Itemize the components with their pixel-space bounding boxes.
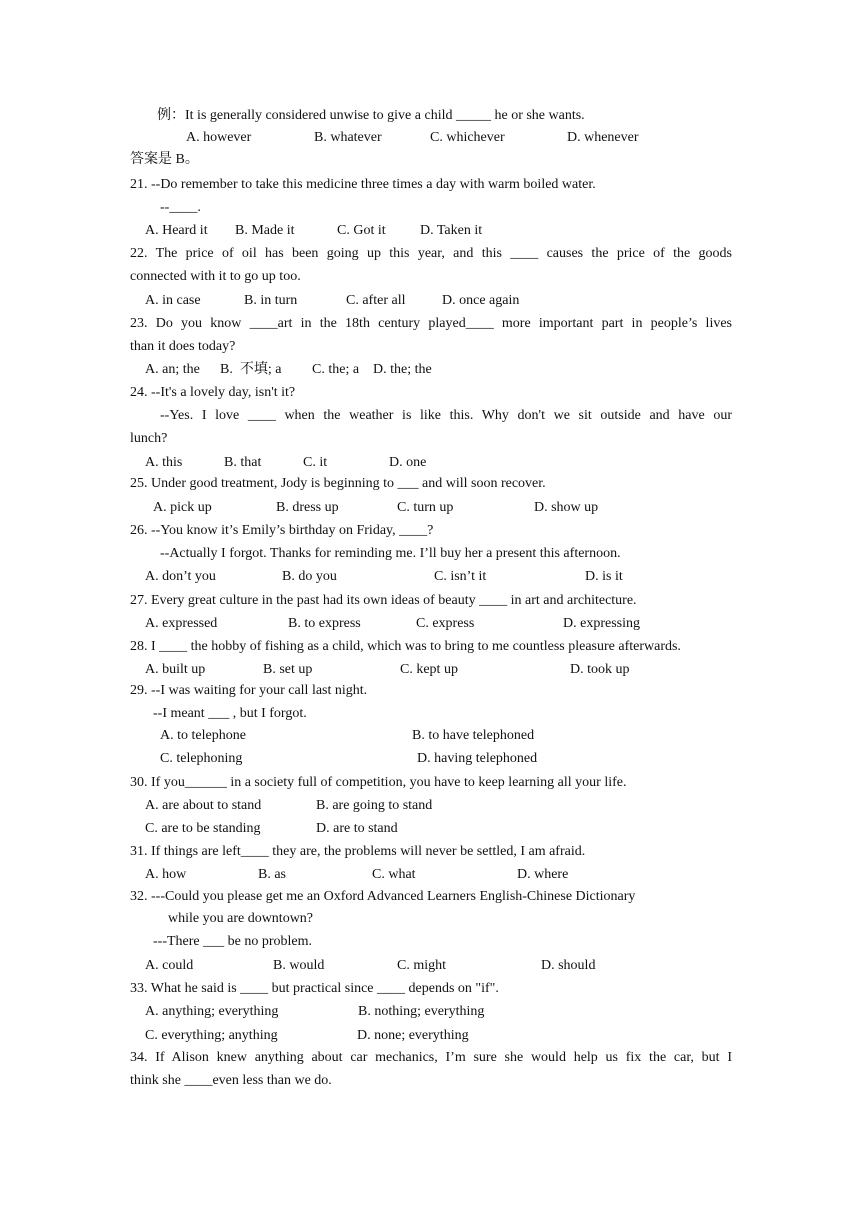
- q21-line-2: --____.: [160, 200, 201, 215]
- q34-line-1: 34. If Alison knew anything about car mechanics, I’m sure she would help us fix the car, but I: [130, 1050, 732, 1065]
- q25-option-c: C. turn up: [397, 500, 454, 515]
- q24-line-2: --Yes. I love ____ when the weather is like this. Why don't we sit outside and have our: [160, 408, 732, 423]
- q32-option-d: D. should: [541, 958, 596, 973]
- q24-option-a: A. this: [145, 455, 183, 470]
- q28-option-d: D. took up: [570, 662, 630, 677]
- q25-option-d: D. show up: [534, 500, 599, 515]
- q22-option-d: D. once again: [442, 293, 520, 308]
- q27-line-1: 27. Every great culture in the past had its own ideas of beauty ____ in art and architecture.: [130, 593, 637, 608]
- q27-option-a: A. expressed: [145, 616, 218, 631]
- q29-option-d: D. having telephoned: [417, 751, 538, 766]
- q23-option-b: B. 不填; a: [220, 362, 282, 377]
- q33-line-1: 33. What he said is ____ but practical since ____ depends on "if".: [130, 981, 499, 996]
- q24-option-b: B. that: [224, 455, 262, 470]
- q27-option-b: B. to express: [288, 616, 361, 631]
- q26-line-1: 26. --You know it’s Emily’s birthday on Friday, ____?: [130, 523, 434, 538]
- q21-option-c: C. Got it: [337, 223, 386, 238]
- q31-line-1: 31. If things are left____ they are, the problems will never be settled, I am afraid.: [130, 844, 586, 859]
- q32-line-3: ---There ___ be no problem.: [153, 934, 312, 949]
- q33-option-a: A. anything; everything: [145, 1004, 279, 1019]
- q29-option-c: C. telephoning: [160, 751, 243, 766]
- q30-option-d: D. are to stand: [316, 821, 398, 836]
- q31-option-c: C. what: [372, 867, 416, 882]
- q22-option-b: B. in turn: [244, 293, 298, 308]
- q29-option-b: B. to have telephoned: [412, 728, 535, 743]
- q33-option-c: C. everything; anything: [145, 1028, 278, 1043]
- q26-option-c: C. isn’t it: [434, 569, 487, 584]
- q22-line-1: 22. The price of oil has been going up this year, and this ____ causes the price of the goods: [130, 246, 732, 261]
- q21-option-d: D. Taken it: [420, 223, 483, 238]
- q28-option-b: B. set up: [263, 662, 313, 677]
- q29-line-2: --I meant ___ , but I forgot.: [153, 706, 307, 721]
- q21-option-b: B. Made it: [235, 223, 295, 238]
- q21-line-1: 21. --Do remember to take this medicine three times a day with warm boiled water.: [130, 177, 596, 192]
- q33-option-d: D. none; everything: [357, 1028, 469, 1043]
- q31-option-d: D. where: [517, 867, 569, 882]
- q22-option-c: C. after all: [346, 293, 406, 308]
- q30-option-a: A. are about to stand: [145, 798, 262, 813]
- q28-option-a: A. built up: [145, 662, 206, 677]
- q25-option-b: B. dress up: [276, 500, 339, 515]
- example-option-c: C. whichever: [430, 130, 505, 145]
- q23-line-1: 23. Do you know ____art in the 18th century played____ more important part in people’s lives: [130, 316, 732, 331]
- example-option-a: A. however: [186, 130, 252, 145]
- q21-option-a: A. Heard it: [145, 223, 208, 238]
- example-answer: 答案是 B。: [130, 152, 199, 167]
- q31-option-b: B. as: [258, 867, 286, 882]
- q25-line-1: 25. Under good treatment, Jody is beginning to ___ and will soon recover.: [130, 476, 546, 491]
- q30-option-c: C. are to be standing: [145, 821, 261, 836]
- example-option-b: B. whatever: [314, 130, 382, 145]
- q23-option-d: D. the; the: [373, 362, 432, 377]
- q33-option-b: B. nothing; everything: [358, 1004, 485, 1019]
- q24-option-c: C. it: [303, 455, 328, 470]
- q22-option-a: A. in case: [145, 293, 201, 308]
- q32-option-c: C. might: [397, 958, 447, 973]
- q24-option-d: D. one: [389, 455, 427, 470]
- q32-option-a: A. could: [145, 958, 194, 973]
- q29-line-1: 29. --I was waiting for your call last night.: [130, 683, 368, 698]
- q30-option-b: B. are going to stand: [316, 798, 433, 813]
- q22-line-2: connected with it to go up too.: [130, 269, 301, 284]
- q28-line-1: 28. I ____ the hobby of fishing as a child, which was to bring to me countless pleasure afterwards.: [130, 639, 681, 654]
- q26-option-a: A. don’t you: [145, 569, 216, 584]
- q26-option-d: D. is it: [585, 569, 623, 584]
- q29-option-a: A. to telephone: [160, 728, 246, 743]
- q26-option-b: B. do you: [282, 569, 337, 584]
- q30-line-1: 30. If you______ in a society full of competition, you have to keep learning all your life.: [130, 775, 627, 790]
- q32-option-b: B. would: [273, 958, 325, 973]
- example-stem: 例：It is generally considered unwise to give a child _____ he or she wants.: [157, 108, 585, 123]
- q23-option-a: A. an; the: [145, 362, 200, 377]
- q24-line-3: lunch?: [130, 431, 168, 446]
- q32-line-1: 32. ---Could you please get me an Oxford Advanced Learners English-Chinese Dictionary: [130, 889, 636, 904]
- q26-line-2: --Actually I forgot. Thanks for reminding me. I’ll buy her a present this afternoon.: [160, 546, 621, 561]
- q23-option-c: C. the; a: [312, 362, 360, 377]
- q28-option-c: C. kept up: [400, 662, 458, 677]
- q27-option-d: D. expressing: [563, 616, 640, 631]
- q24-line-1: 24. --It's a lovely day, isn't it?: [130, 385, 296, 400]
- q27-option-c: C. express: [416, 616, 475, 631]
- q23-line-2: than it does today?: [130, 339, 236, 354]
- q31-option-a: A. how: [145, 867, 187, 882]
- q34-line-2: think she ____even less than we do.: [130, 1073, 332, 1088]
- example-option-d: D. whenever: [567, 130, 639, 145]
- q25-option-a: A. pick up: [153, 500, 212, 515]
- q32-line-2: while you are downtown?: [168, 911, 314, 926]
